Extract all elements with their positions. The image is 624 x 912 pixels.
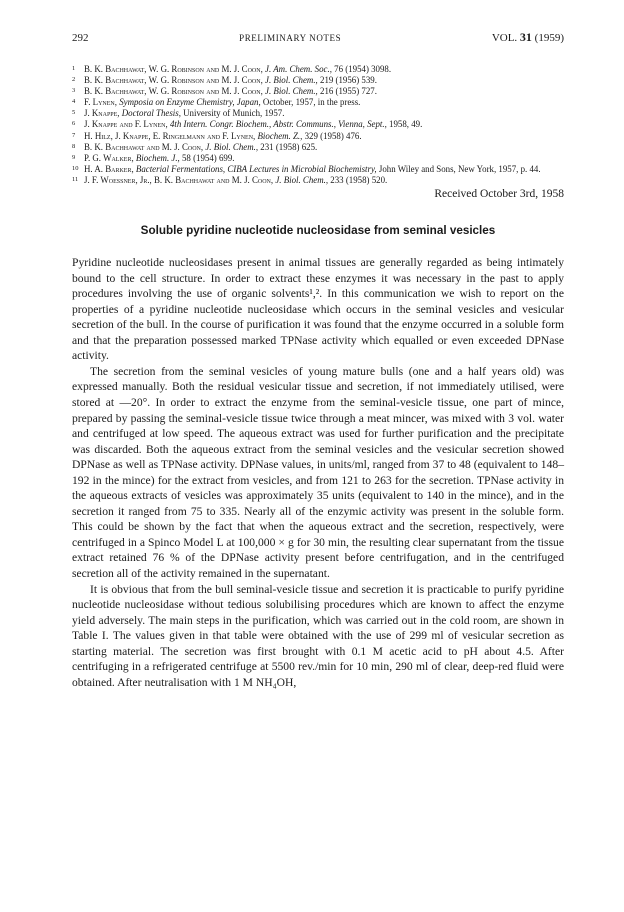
reference-text <box>84 164 564 175</box>
reference-journal: J. Am. Chem. Soc., <box>265 64 332 74</box>
reference-text <box>84 86 564 97</box>
reference-authors: P. G. Walker, <box>84 152 134 163</box>
reference-text <box>84 153 564 164</box>
page-number: 292 <box>72 32 89 44</box>
reference-item <box>72 119 564 130</box>
reference-list <box>72 64 564 186</box>
reference-number: 9 <box>72 153 76 161</box>
reference-authors: H. A. Barker, <box>84 163 134 174</box>
article-title: Soluble pyridine nucleotide nucleosidase from seminal vesicles <box>140 224 496 238</box>
reference-item <box>72 75 564 86</box>
article-body <box>72 255 564 690</box>
reference-number: 5 <box>72 109 76 117</box>
reference-authors: B. K. Bachhawat and M. J. Coon, <box>84 141 204 152</box>
paragraph: It is obvious that from the bull seminal-vesicle tissue and secretion it is practicable to purify pyridine nucleotide nucleosidase without tedious solubilising procedures which are known to affect the enzyme yield adversely. The main steps in the purification, which was carried out in the cold room, are shown in Table I. The values given in that table were obtained with the use of 299 ml of vesicular secretion as starting material. The secretion was first brought with 0.1 M acetic acid to pH about 4.5. After centrifuging in a refrigerated centrifuge at 5500 rev./min for 10 min, 290 ml of clear, deep-red fluid were obtained. After neutralisation with 1 M NH₄OH, <box>72 582 564 689</box>
reference-number: 6 <box>72 120 76 128</box>
reference-journal: J. Biol. Chem., <box>265 75 318 86</box>
reference-journal: J. Biol. Chem., <box>275 174 329 185</box>
reference-item <box>72 142 564 153</box>
reference-item <box>72 153 564 164</box>
reference-number: 1 <box>72 65 76 72</box>
reference-text <box>84 131 564 142</box>
reference-item <box>72 131 564 142</box>
reference-item <box>72 86 564 97</box>
reference-details: 1958, 49. <box>389 119 423 130</box>
reference-number: 10 <box>72 164 79 172</box>
reference-details: October, 1957, in the press. <box>262 97 361 108</box>
volume-year: (1959) <box>534 32 564 44</box>
reference-details: John Wiley and Sons, New York, 1957, p. 44. <box>378 163 541 174</box>
reference-text <box>84 119 564 130</box>
reference-text <box>84 142 564 153</box>
reference-text <box>84 108 564 119</box>
volume-info <box>492 30 564 45</box>
reference-journal: Biochem. Z., <box>257 130 303 141</box>
reference-details: 233 (1958) 520. <box>330 174 388 185</box>
reference-journal: Doctoral Thesis, <box>121 108 181 119</box>
reference-number: 4 <box>72 98 76 106</box>
volume-number: 31 <box>519 30 532 44</box>
reference-number: 3 <box>72 87 76 95</box>
reference-authors: J. Knappe, <box>84 108 120 119</box>
reference-text <box>84 97 564 108</box>
reference-number: 2 <box>72 76 76 84</box>
reference-text <box>84 64 564 75</box>
reference-journal: J. Biol. Chem., <box>205 141 259 152</box>
paragraph: Pyridine nucleotide nucleosidases present in animal tissues are generally regarded as being intimately bound to the cell structure. In order to extract these enzymes it was necessary in the past to apply procedures involving the use of organic solvents¹,². In this communication we wish to report on the properties of a pyridine nucleotide nucleosidase which occurs in the seminal vesicles and vesicular secretion of the bull. In the course of purification it was found that the enzyme occurred in a soluble form and that the preparation possessed marked TPNase activity which equalled or even exceeded DPNase activity. <box>72 256 564 363</box>
reference-item <box>72 64 564 75</box>
reference-details: 216 (1955) 727. <box>320 86 377 97</box>
reference-details: 219 (1956) 539. <box>320 75 377 86</box>
running-head <box>72 30 564 50</box>
reference-details: University of Munich, 1957. <box>183 108 285 119</box>
received-date: Received October 3rd, 1958 <box>434 188 564 201</box>
reference-journal: 4th Intern. Congr. Biochem., Abstr. Communs., Vienna, Sept., <box>169 119 387 130</box>
volume-prefix: VOL. <box>491 32 518 44</box>
reference-details: 58 (1954) 699. <box>181 152 235 163</box>
reference-text <box>84 175 564 186</box>
reference-authors: H. Hilz, J. Knappe, E. Ringelmann and F. Lynen, <box>84 130 256 141</box>
reference-number: 7 <box>72 131 76 139</box>
reference-item <box>72 97 564 108</box>
section-heading: PRELIMINARY NOTES <box>239 33 342 43</box>
reference-item <box>72 108 564 119</box>
reference-journal: J. Biol. Chem., <box>265 86 318 97</box>
reference-authors: F. Lynen, <box>84 97 117 108</box>
reference-text <box>84 75 564 86</box>
reference-journal: Symposia on Enzyme Chemistry, Japan, <box>119 97 261 108</box>
reference-authors: J. Knappe and F. Lynen, <box>84 119 168 130</box>
reference-authors: B. K. Bachhawat, W. G. Robinson and M. J. Coon, <box>84 64 263 74</box>
paragraph: The secretion from the seminal vesicles of young mature bulls (one and a half years old) was expressed manually. Both the residual vesicular tissue and secretion, if not immediately utilised, were stored at —20°. In order to extract the enzyme from the seminal-vesicle tissue, one part of mince, prepared by passing the seminal-vesicle tissue twice through a meat mincer, was mixed with 3 vol. water and centrifuged at low speed. The aqueous extract was used for further purification and the precipitate was discarded. Both the aqueous extract from the seminal vesicles and the vesicular secretion showed DPNase as well as TPNase activity. DPNase values, in units/ml, ranged from 37 to 48 (equivalent to 148–192 in the mince) for the extract from vesicles, and from 121 to 263 for the secretion. TPNase activity in the aqueous extracts of vesicles was approximately 35 units (equivalent to 140 in the mince), and in the secretion it ranged from 75 to 335. Nearly all of the enzymic activity was present in the soluble form. This could be shown by the fact that when the aqueous extract and the secretion, respectively, were centrifuged in a Spinco Model L at 100,000 × g for 30 min, the resulting clear supernatant from the tissue extract retained 76 % of the DPNase activity present before centrifugation, and in the centrifuged secretion all of the activity remained in the supernatant. <box>72 364 564 580</box>
reference-details: 76 (1954) 3098. <box>334 64 392 74</box>
reference-number: 11 <box>72 175 79 183</box>
reference-authors: B. K. Bachhawat, W. G. Robinson and M. J. Coon, <box>84 86 263 97</box>
reference-item <box>72 164 564 175</box>
reference-details: 231 (1958) 625. <box>260 141 318 152</box>
reference-item <box>72 175 564 186</box>
reference-details: 329 (1958) 476. <box>304 130 362 141</box>
reference-number: 8 <box>72 142 76 150</box>
reference-authors: J. F. Woessner, Jr., B. K. Bachhawat and M. J. Coon, <box>84 174 274 185</box>
reference-journal: Biochem. J., <box>135 152 180 163</box>
reference-authors: B. K. Bachhawat, W. G. Robinson and M. J. Coon, <box>84 75 263 86</box>
reference-journal: Bacterial Fermentations, CIBA Lectures in Microbial Biochemistry, <box>135 163 377 174</box>
